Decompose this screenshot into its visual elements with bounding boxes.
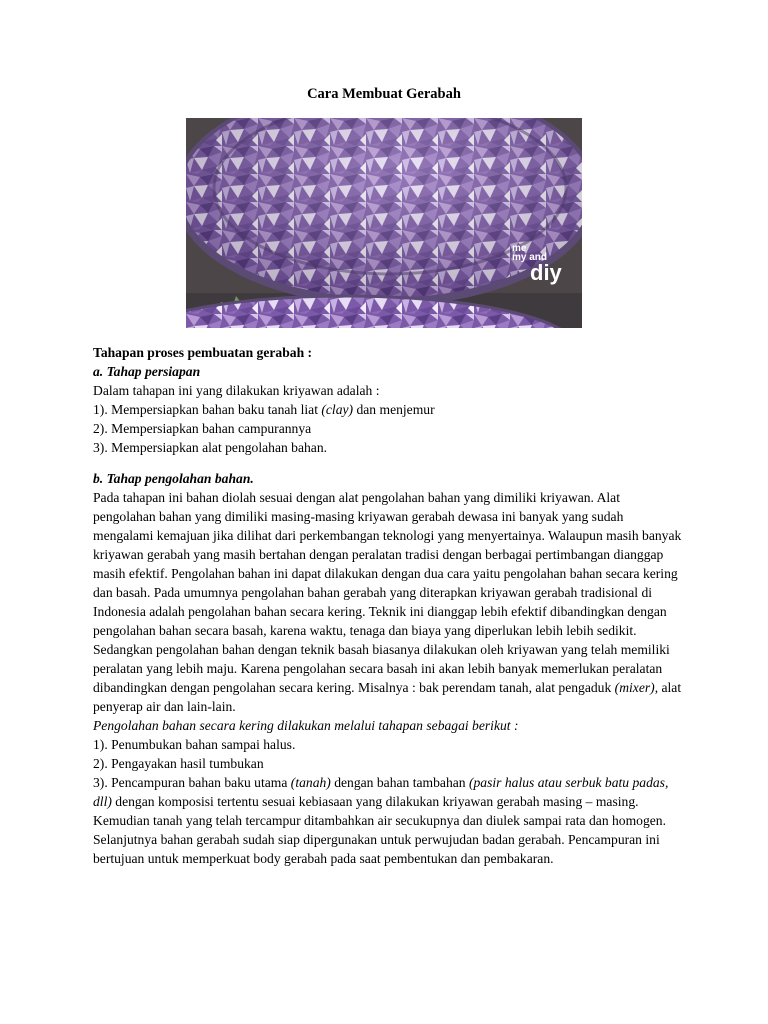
- mosaic-plate-photo: [186, 118, 582, 328]
- step3-text-c: dengan bahan tambahan: [330, 775, 469, 790]
- step3-text-e: dengan komposisi tertentu sesuai kebiasaan yang dilakukan kriyawan gerabah masing – masing. Kemudian tanah yang telah tercampur ditambahkan air secukupnya dan diulek sampai rata dan homogen. Selanjutnya bahan gerabah sudah siap dipergunakan untuk perwujudan badan gerabah. Pencampuran ini bertujuan untuk memperkuat body gerabah pada saat pembentukan dan pembakaran.: [93, 794, 667, 866]
- section-b-text-end: , alat penyerap air dan lain-lain.: [93, 680, 682, 714]
- section-a-item-1: [93, 400, 683, 419]
- dry-step-3: [93, 773, 683, 868]
- me-and-my-diy-watermark: [512, 244, 570, 288]
- watermark-line-2: my: [512, 252, 527, 263]
- watermark-line-3: and: [529, 252, 548, 263]
- watermark-line-1: me: [512, 243, 527, 254]
- step3-text-a: 3). Pencampuran bahan baku utama: [93, 775, 291, 790]
- section-a-item-3: 3). Mempersiapkan alat pengolahan bahan.: [93, 440, 328, 455]
- dry-step-1: 1). Penumbukan bahan sampai halus.: [93, 737, 296, 752]
- dry-step-2: 2). Pengayakan hasil tumbukan: [93, 756, 264, 771]
- document-title: Cara Membuat Gerabah: [307, 86, 461, 102]
- section-b-emphasis: (mixer): [614, 680, 655, 695]
- item1-text-end: dan menjemur: [353, 402, 435, 417]
- section-b-paragraph: [93, 488, 683, 716]
- mosaic-plate-illustration: [186, 118, 582, 328]
- section-a-intro: Dalam tahapan ini yang dilakukan kriyawan adalah :: [93, 383, 380, 398]
- section-b-heading: b. Tahap pengolahan bahan.: [93, 471, 254, 486]
- dry-process-intro: Pengolahan bahan secara kering dilakukan melalui tahapan sebagai berikut :: [93, 718, 519, 733]
- step3-emphasis-d: (pasir halus atau serbuk batu padas, dll): [93, 775, 669, 809]
- watermark-diy: diy: [530, 260, 562, 285]
- item1-emphasis: (clay): [321, 402, 354, 417]
- section-a-heading: a. Tahap persiapan: [93, 364, 201, 379]
- document-body: [93, 343, 683, 868]
- item1-text: 1). Mempersiapkan bahan baku tanah liat: [93, 402, 322, 417]
- step3-emphasis-b: (tanah): [290, 775, 331, 790]
- section-a-item-2: 2). Mempersiapkan bahan campurannya: [93, 421, 312, 436]
- section-heading: Tahapan proses pembuatan gerabah :: [93, 345, 313, 360]
- section-b-text: Pada tahapan ini bahan diolah sesuai dengan alat pengolahan bahan yang dimiliki kriyawan. Alat pengolahan bahan yang dimiliki masing-masing kriyawan gerabah dewasa ini banyak yang sudah mengalami kemajuan jika dilihat dari perkembangan teknologi yang menyertainya. Walaupun masih banyak kriyawan gerabah yang masih bertahan dengan peralatan tradisi dengan berbagai pertimbangan dianggap masih efektif. Pengolahan bahan ini dapat dilakukan dengan dua cara yaitu pengolahan bahan secara kering dan basah. Pada umumnya pengolahan bahan gerabah yang diterapkan kriyawan gerabah tradisional di Indonesia adalah pengolahan bahan secara kering. Teknik ini dianggap lebih efektif dibandingkan dengan pengolahan bahan secara basah, karena waktu, tenaga dan biaya yang diperlukan lebih lebih sedikit. Sedangkan pengolahan bahan dengan teknik basah biasanya dilakukan oleh kriyawan yang telah memiliki peralatan yang lebih maju. Karena pengolahan secara basah ini akan lebih banyak memerlukan peralatan dibandingkan dengan pengolahan secara kering. Misalnya : bak perendam tanah, alat pengaduk: [93, 490, 682, 695]
